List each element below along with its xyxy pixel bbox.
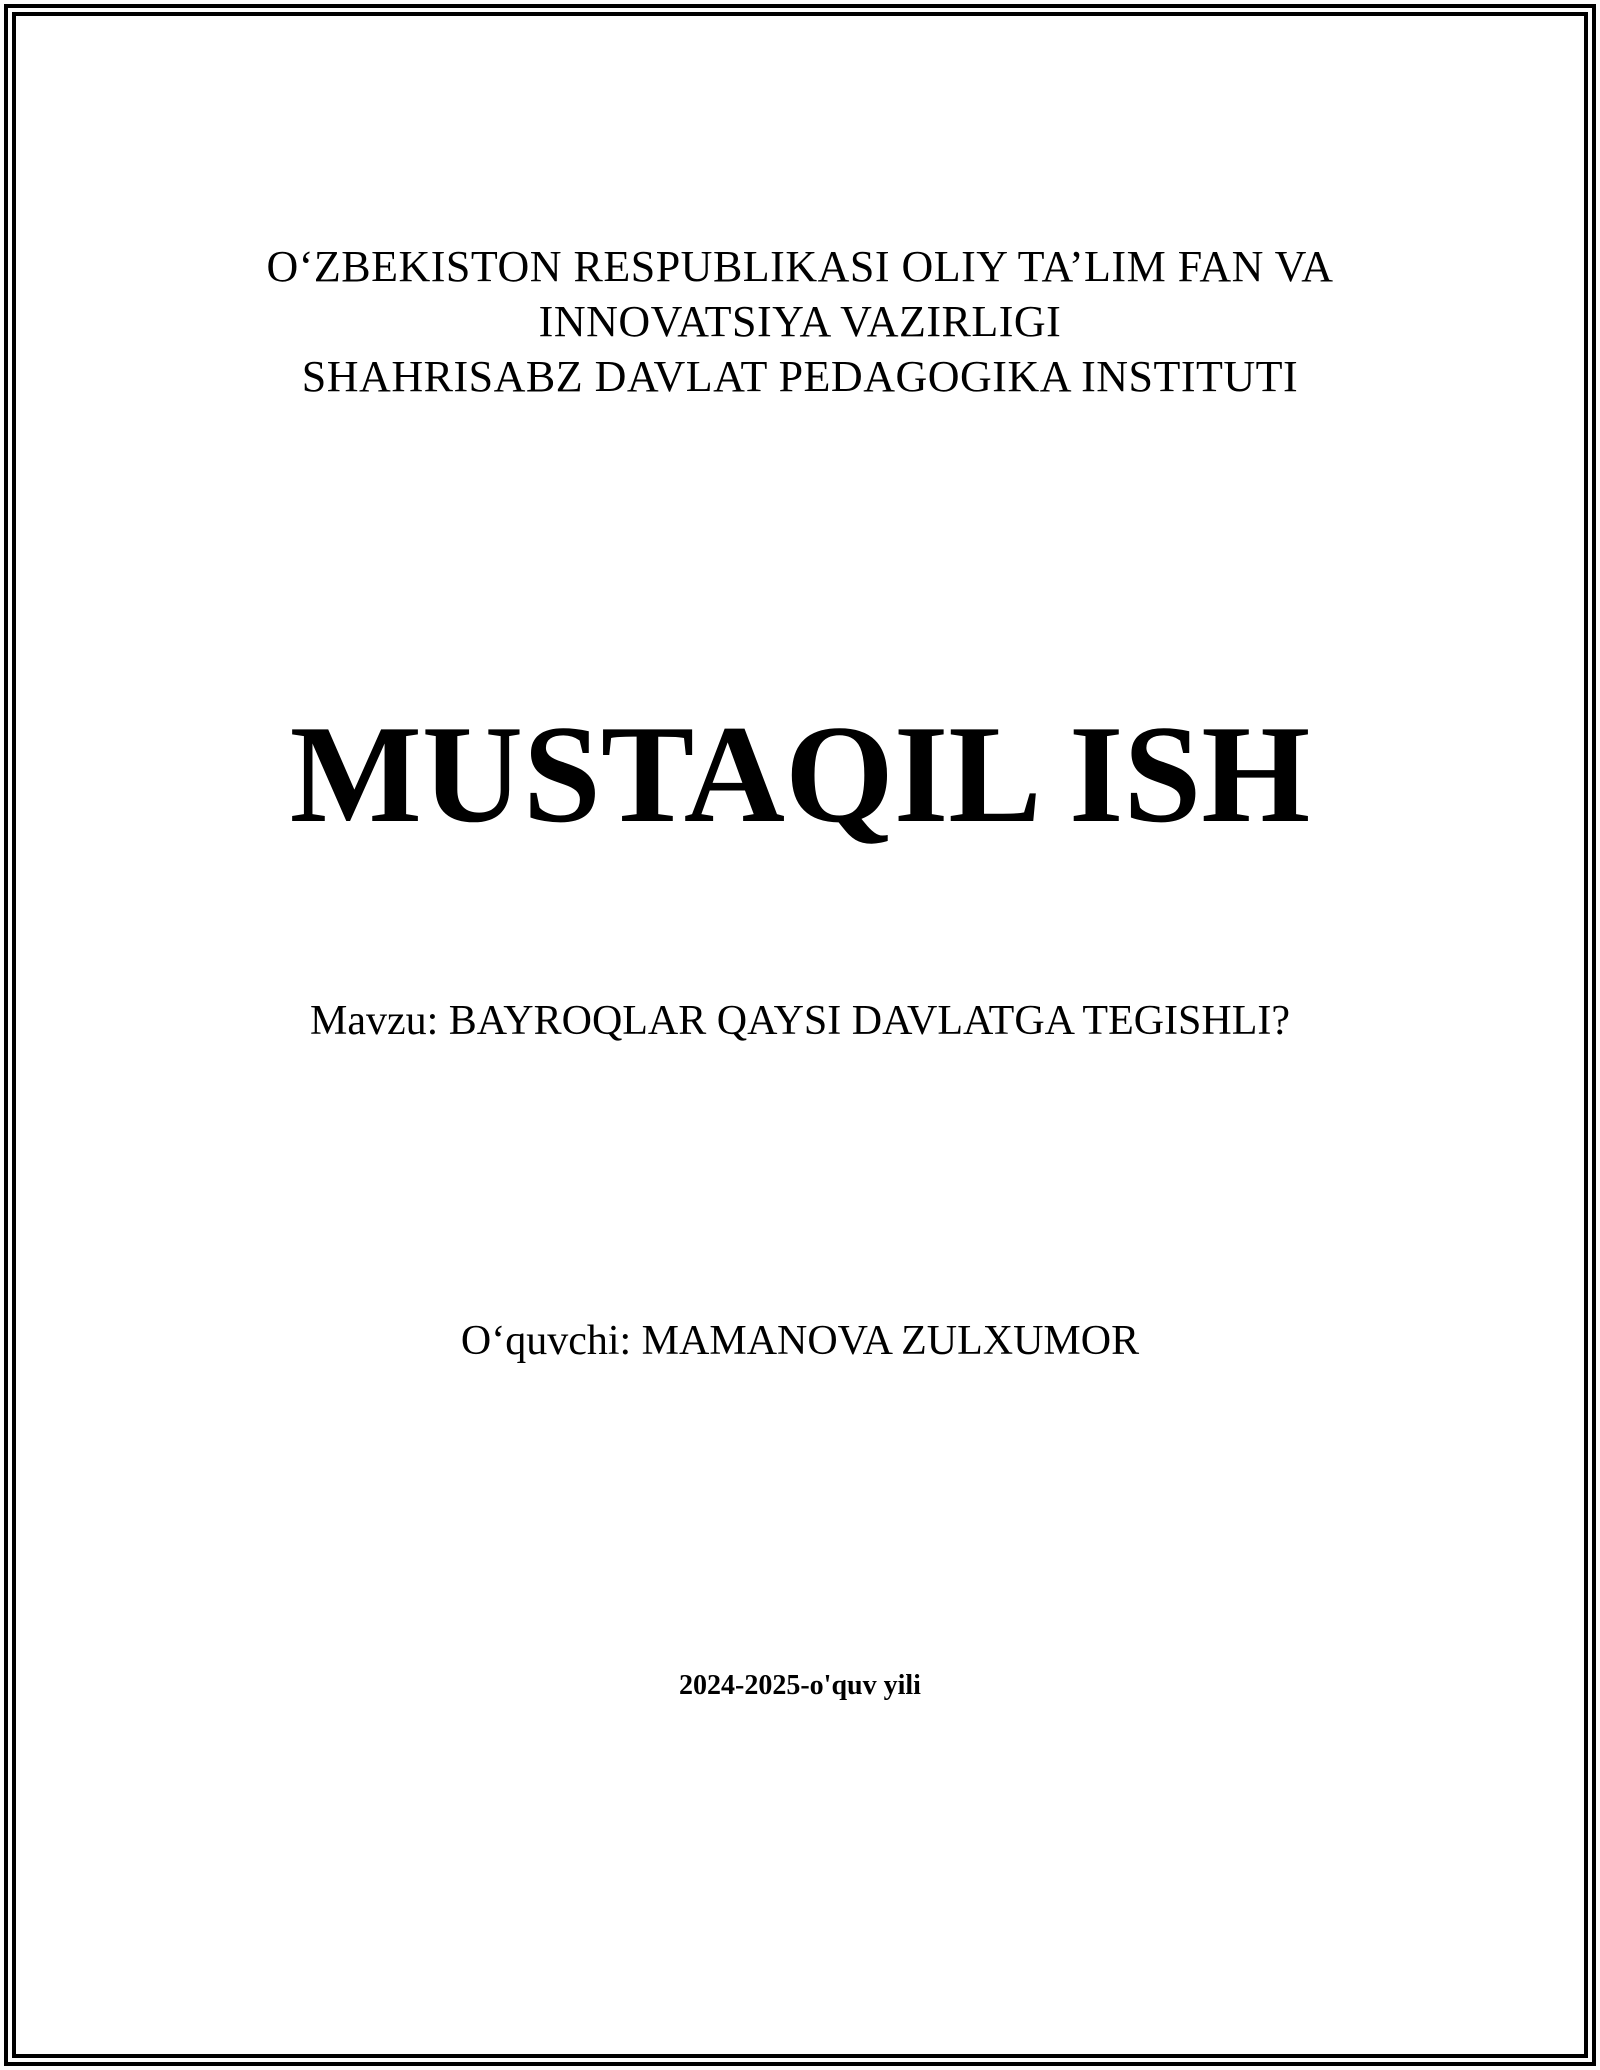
academic-year-line: 2024-2025-o'quv yili — [679, 1670, 921, 1701]
ministry-line-1: O‘ZBEKISTON RESPUBLIKASI OLIY TA’LIM FAN VA — [266, 242, 1334, 291]
topic-line: Mavzu: BAYROQLAR QAYSI DAVLATGA TEGISHLI? — [309, 998, 1291, 1044]
student-line: O‘quvchi: MAMANOVA ZULXUMOR — [460, 1318, 1140, 1364]
ministry-line-2: INNOVATSIYA VAZIRLIGI — [538, 297, 1062, 346]
document-title: MUSTAQIL ISH — [289, 697, 1311, 852]
institute-name-line: SHAHRISABZ DAVLAT PEDAGOGIKA INSTITUTI — [301, 352, 1299, 401]
institution-header — [0, 239, 1600, 404]
